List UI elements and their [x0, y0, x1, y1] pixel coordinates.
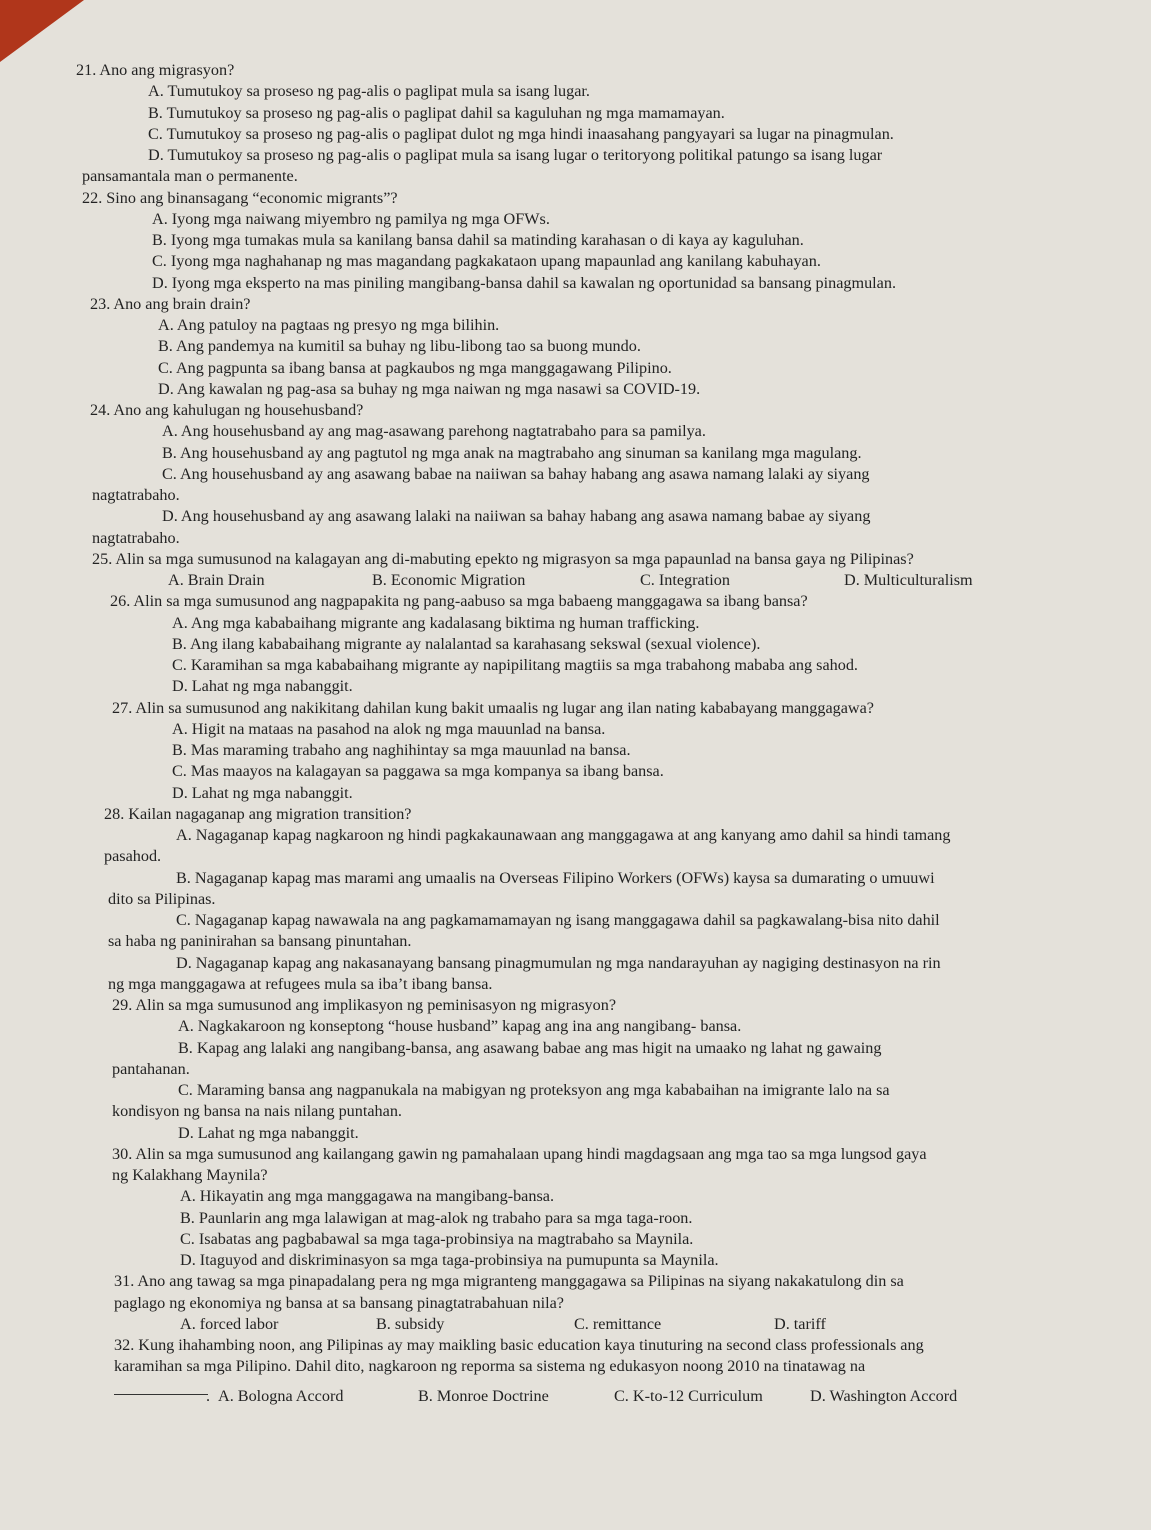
choice-28-d-cont: ng mga manggagawa at refugees mula sa iba’t ibang bansa. [108, 974, 493, 993]
choice-25-a: A. Brain Drain [168, 571, 265, 589]
choice-24-d-cont: nagtatrabaho. [92, 528, 180, 547]
choice-29-d: D. Lahat ng mga nabanggit. [178, 1123, 359, 1142]
choice-30-a: A. Hikayatin ang mga manggagawa na mangibang-bansa. [180, 1187, 554, 1206]
choices-32: . A. Bologna Accord B. Monroe Doctrine C. K-to-12 Curriculum D. Washington Accord [72, 1386, 1072, 1407]
choice-21-b: B. Tumutukoy sa proseso ng pag-alis o paglipat dahil sa kaguluhan ng mga mamamayan. [148, 103, 725, 122]
question-32: 32. Kung ihahambing noon, ang Pilipinas ay may maikling basic education kaya tinuturing na second class professionals ang [114, 1336, 924, 1354]
answer-blank [114, 1386, 208, 1395]
choice-29-c: C. Maraming bansa ang nagpanukala na mabigyan ng proteksyon ang mga kababaihan na imigrante lalo na sa [178, 1081, 890, 1099]
question-28: 28. Kailan nagaganap ang migration transition? [104, 804, 412, 823]
choice-31-a: A. forced labor [180, 1314, 279, 1333]
choice-22-d: D. Iyong mga eksperto na mas piniling mangibang-bansa dahil sa kawalan ng oportunidad sa bansang pinagmulan. [152, 273, 897, 292]
question-22: 22. Sino ang binansagang “economic migrants”? [82, 188, 398, 207]
choice-24-a: A. Ang househusband ay ang mag-asawang parehong nagtatrabaho para sa pamilya. [162, 422, 706, 441]
choice-27-a: A. Higit na mataas na pasahod na alok ng mga mauunlad na bansa. [172, 719, 606, 738]
choice-27-b: B. Mas maraming trabaho ang naghihintay sa mga mauunlad na bansa. [172, 741, 631, 759]
choice-28-c-cont: sa haba ng paninirahan sa bansang pinuntahan. [108, 932, 412, 951]
choice-25-c: C. Integration [640, 571, 730, 589]
choice-32-d: D. Washington Accord [810, 1386, 958, 1405]
choice-21-c: C. Tumutukoy sa proseso ng pag-alis o paglipat dulot ng mga hindi inaasahang pangyayari sa lugar na pinagmulan. [148, 124, 894, 143]
choice-25-b: B. Economic Migration [372, 571, 526, 589]
choice-23-b: B. Ang pandemya na kumitil sa buhay ng libu-libong tao sa buong mundo. [158, 337, 641, 356]
choice-23-c: C. Ang pagpunta sa ibang bansa at pagkaubos ng mga manggagawang Pilipino. [158, 358, 672, 377]
choice-24-b: B. Ang househusband ay ang pagtutol ng mga anak na magtrabaho ang sinuman sa kanilang mga magulang. [162, 443, 862, 462]
choice-21-d: D. Tumutukoy sa proseso ng pag-alis o paglipat mula sa isang lugar o teritoryong politikal patungo sa isang lugar [148, 146, 883, 164]
choice-28-b: B. Nagaganap kapag mas marami ang umaalis na Overseas Filipino Workers (OFWs) kaysa sa dumarating o umuuwi [176, 868, 935, 887]
choice-29-b-cont: pantahanan. [112, 1059, 190, 1078]
choice-29-c-cont: kondisyon ng bansa na nais nilang puntahan. [112, 1102, 402, 1121]
choice-29-a: A. Nagkakaroon ng konseptong “house husband” kapag ang ina ang nangibang- bansa. [178, 1017, 742, 1036]
quiz-document [72, 60, 1072, 1407]
question-32-cont: karamihan sa mga Pilipino. Dahil dito, nagkaroon ng reporma sa sistema ng edukasyon noong 2010 na tinatawag na [114, 1357, 866, 1376]
choice-24-d: D. Ang househusband ay ang asawang lalaki na naiiwan sa bahay habang ang asawa namang babae ay siyang [162, 507, 871, 526]
choice-26-b: B. Ang ilang kababaihang migrante ay nalalantad sa karahasang sekswal (sexual violence). [172, 634, 761, 653]
choice-29-b: B. Kapag ang lalaki ang nangibang-bansa, ang asawang babae ang mas higit na umaako ng lahat ng gawaing [178, 1038, 882, 1057]
choice-24-c: C. Ang househusband ay ang asawang babae na naiiwan sa bahay habang ang asawa namang lalaki ay siyang [162, 464, 870, 483]
choice-21-a: A. Tumutukoy sa proseso ng pag-alis o paglipat mula sa isang lugar. [148, 82, 590, 101]
choice-30-b: B. Paunlarin ang mga lalawigan at mag-alok ng trabaho para sa mga taga-roon. [180, 1208, 693, 1227]
choice-23-a: A. Ang patuloy na pagtaas ng presyo ng mga bilihin. [158, 316, 500, 334]
question-31: 31. Ano ang tawag sa mga pinapadalang pera ng mga migranteng manggagawa sa Pilipinas na siyang nakakatulong din sa [114, 1272, 904, 1291]
choice-30-d: D. Itaguyod and diskriminasyon sa mga taga-probinsiya na pumupunta sa Maynila. [180, 1251, 719, 1269]
choice-32-c: C. K-to-12 Curriculum [614, 1386, 763, 1405]
choice-28-b-cont: dito sa Pilipinas. [108, 889, 216, 908]
choices-25 [72, 570, 1072, 591]
choice-32-b: B. Monroe Doctrine [418, 1386, 549, 1405]
choice-27-d: D. Lahat ng mga nabanggit. [172, 783, 353, 802]
question-25: 25. Alin sa mga sumusunod na kalagayan ang di-mabuting epekto ng migrasyon sa mga papaunlad na bansa gaya ng Pilipinas? [92, 549, 914, 568]
choice-31-c: C. remittance [574, 1314, 662, 1333]
choice-28-d: D. Nagaganap kapag ang nakasanayang bansang pinagmumulan ng mga nandarayuhan ay nagiging destinasyon na rin [176, 953, 941, 972]
choice-28-a: A. Nagaganap kapag nagkaroon ng hindi pagkakaunawaan ang manggagawa at ang kanyang amo dahil sa hindi tamang [176, 826, 951, 844]
question-30-cont: ng Kalakhang Maynila? [112, 1166, 268, 1184]
choice-22-c: C. Iyong mga naghahanap ng mas magandang pagkakataon upang mapaunlad ang kanilang kabuhayan. [152, 252, 821, 271]
choice-25-d: D. Multiculturalism [844, 571, 973, 589]
choice-22-a: A. Iyong mga naiwang miyembro ng pamilya ng mga OFWs. [152, 209, 550, 228]
choice-32-a: A. Bologna Accord [218, 1386, 344, 1405]
choice-21-d-cont: pansamantala man o permanente. [82, 167, 298, 186]
choice-28-c: C. Nagaganap kapag nawawala na ang pagkamamamayan ng isang manggagawa dahil sa pagkawalang-bisa nito dahil [176, 911, 940, 929]
choice-22-b: B. Iyong mga tumakas mula sa kanilang bansa dahil sa matinding karahasan o di kaya ay kaguluhan. [152, 231, 804, 249]
choice-24-c-cont: nagtatrabaho. [92, 486, 180, 504]
choice-28-a-cont: pasahod. [104, 847, 162, 866]
question-21: 21. Ano ang migrasyon? [76, 61, 235, 79]
question-26: 26. Alin sa mga sumusunod ang nagpapakita ng pang-aabuso sa mga babaeng manggagawa sa ibang bansa? [110, 592, 808, 611]
page-corner-decoration [0, 0, 84, 62]
choice-26-c: C. Karamihan sa mga kababaihang migrante ay napipilitang magtiis sa mga trabahong mababa ang sahod. [172, 656, 858, 674]
choice-30-c: C. Isabatas ang pagbabawal sa mga taga-probinsiya na magtrabaho sa Maynila. [180, 1229, 694, 1248]
choice-31-b: B. subsidy [376, 1314, 445, 1333]
question-27: 27. Alin sa sumusunod ang nakikitang dahilan kung bakit umaalis ng lugar ang ilan nating kababayang manggagawa? [112, 698, 874, 717]
choices-31 [72, 1314, 1072, 1335]
question-24: 24. Ano ang kahulugan ng househusband? [90, 401, 364, 419]
question-23: 23. Ano ang brain drain? [90, 294, 251, 313]
question-31-cont: paglago ng ekonomiya ng bansa at sa bansang pinagtatrabahuan nila? [114, 1293, 564, 1312]
choice-26-d: D. Lahat ng mga nabanggit. [172, 677, 353, 696]
question-30: 30. Alin sa mga sumusunod ang kailangang gawin ng pamahalaan upang hindi magdagsaan ang mga tao sa mga lungsod gaya [112, 1144, 927, 1163]
choice-31-d: D. tariff [774, 1314, 826, 1333]
question-29: 29. Alin sa mga sumusunod ang implikasyon ng peminisasyon ng migrasyon? [112, 996, 617, 1014]
choice-27-c: C. Mas maayos na kalagayan sa paggawa sa mga kompanya sa ibang bansa. [172, 762, 664, 781]
choice-23-d: D. Ang kawalan ng pag-asa sa buhay ng mga naiwan ng mga nasawi sa COVID-19. [158, 379, 701, 398]
choice-26-a: A. Ang mga kababaihang migrante ang kadalasang biktima ng human trafficking. [172, 613, 700, 632]
